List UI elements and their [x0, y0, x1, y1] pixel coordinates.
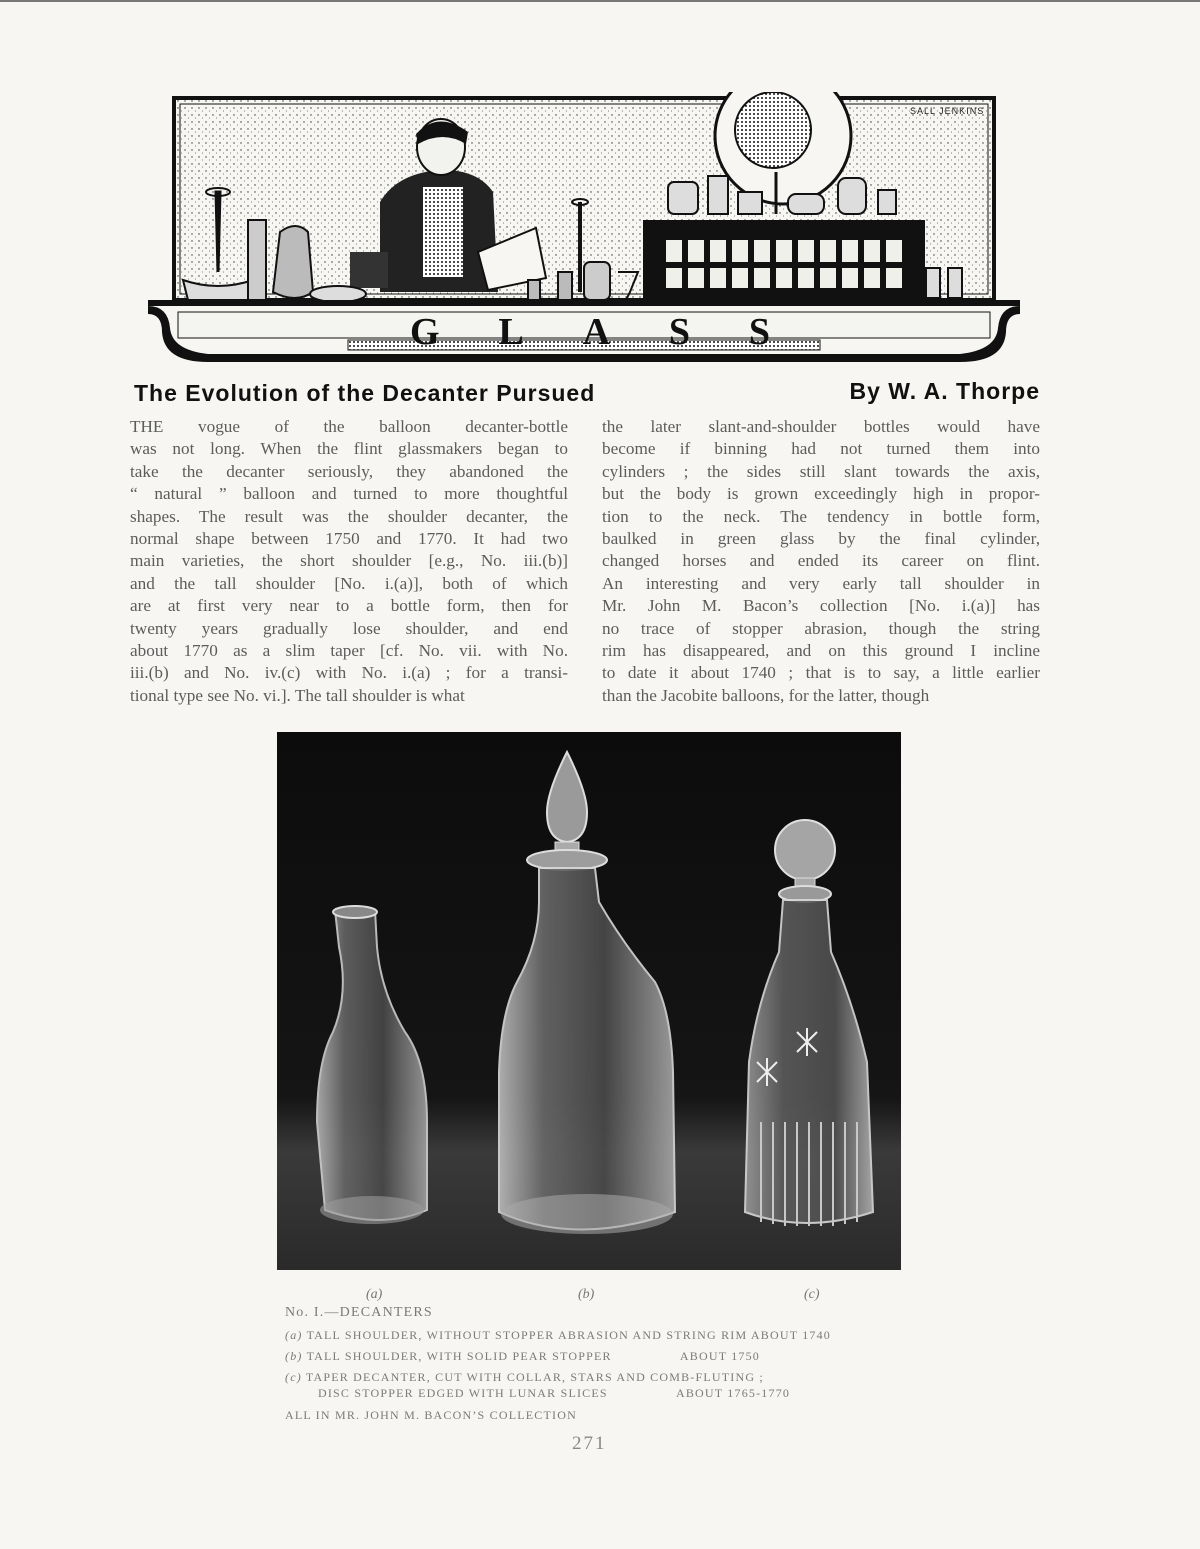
- page-number: 271: [572, 1433, 607, 1454]
- caption-label: (c): [285, 1370, 302, 1384]
- decanters-image: [277, 732, 901, 1270]
- text-line: twenty years gradually lose shoulder, and end: [130, 618, 568, 638]
- caption-text: DISC STOPPER EDGED WITH LUNAR SLICES: [318, 1386, 608, 1400]
- caption-line: [285, 1328, 831, 1343]
- text-column-left: [130, 416, 568, 707]
- text-line: baulked in green glass by the final cylinder,: [602, 528, 1040, 548]
- text-line: normal shape between 1750 and 1770. It had two: [130, 528, 568, 548]
- text-line: no trace of stopper abrasion, though the string: [602, 618, 1040, 638]
- caption-line: [318, 1386, 790, 1401]
- figure-caption-heading: No. I.—DECANTERS: [285, 1305, 433, 1320]
- figure-collection-note: ALL IN MR. JOHN M. BACON’S COLLECTION: [285, 1408, 577, 1422]
- banner-word: [410, 310, 770, 354]
- text-line: tion to the neck. The tendency in bottle form,: [602, 506, 1040, 526]
- text-line: THE vogue of the balloon decanter-bottle: [130, 417, 568, 436]
- artist-signature: SALL JENKINS: [910, 106, 985, 116]
- figure-letter-c: (c): [804, 1287, 820, 1302]
- text-line: rim has disappeared, and on this ground I incline: [602, 640, 1040, 660]
- banner-letter: A: [582, 311, 611, 353]
- banner-letter: S: [748, 311, 770, 353]
- caption-label: (a): [285, 1328, 303, 1342]
- text-line: iii.(b) and No. iv.(c) with No. i.(a) ; for a transi-: [130, 663, 568, 683]
- caption-date: ABOUT 1765-1770: [675, 1386, 791, 1400]
- text-line: cylinders ; the sides still slant towards the axis,: [602, 461, 1040, 481]
- header-illustration: [148, 92, 1020, 362]
- caption-text: TALL SHOULDER, WITH SOLID PEAR STOPPER: [306, 1349, 612, 1363]
- text-line: was not long. When the flint glassmakers began to: [130, 439, 568, 459]
- text-line: are at first very near to a bottle form, then for: [130, 596, 568, 616]
- caption-label: (b): [285, 1349, 303, 1363]
- text-line: and the tall shoulder [No. i.(a)], both of which: [130, 573, 568, 593]
- text-line: become if binning had not turned them into: [602, 439, 1040, 459]
- text-line: shapes. The result was the shoulder decanter, the: [130, 506, 568, 526]
- text-line: main varieties, the short shoulder [e.g., No. iii.(b)]: [130, 551, 568, 571]
- text-line: to date it about 1740 ; that is to say, a little earlier: [602, 663, 1040, 683]
- banner-letter: G: [410, 311, 440, 353]
- caption-text: TALL SHOULDER, WITHOUT STOPPER ABRASION AND STRING RIM: [306, 1328, 748, 1342]
- banner-letter: S: [668, 311, 690, 353]
- caption-line: [285, 1370, 764, 1385]
- text-column-right: [602, 416, 1040, 707]
- decanters-photograph: [277, 732, 901, 1270]
- text-line: “ natural ” balloon and turned to more thoughtful: [130, 484, 568, 504]
- banner-letter: L: [498, 311, 524, 353]
- caption-date: ABOUT 1740: [750, 1328, 832, 1342]
- text-line: Mr. John M. Bacon’s collection [No. i.(a)] has: [602, 596, 1040, 616]
- text-line: tional type see No. vi.]. The tall shoulder is what: [130, 685, 465, 705]
- caption-line: [285, 1349, 760, 1364]
- caption-date: ABOUT 1750: [679, 1349, 761, 1363]
- text-line: but the body is grown exceedingly high in propor-: [602, 484, 1040, 504]
- article-byline: By W. A. Thorpe: [849, 378, 1040, 404]
- figure-letter-a: (a): [366, 1287, 383, 1302]
- page-top-rule: [0, 0, 1200, 2]
- text-line: than the Jacobite balloons, for the latter, though: [602, 685, 930, 705]
- article-title: The Evolution of the Decanter Pursued: [134, 380, 596, 406]
- figure-letter-b: (b): [578, 1287, 595, 1302]
- text-line: An interesting and very early tall shoulder in: [602, 573, 1040, 593]
- text-line: the later slant-and-shoulder bottles would have: [602, 417, 1040, 436]
- caption-text: TAPER DECANTER, CUT WITH COLLAR, STARS AND COMB-FLUTING ;: [305, 1370, 764, 1384]
- text-line: about 1770 as a slim taper [cf. No. vii. with No.: [130, 640, 568, 660]
- text-line: take the decanter seriously, they abandoned the: [130, 461, 568, 481]
- text-line: changed horses and ended its career on flint.: [602, 551, 1040, 571]
